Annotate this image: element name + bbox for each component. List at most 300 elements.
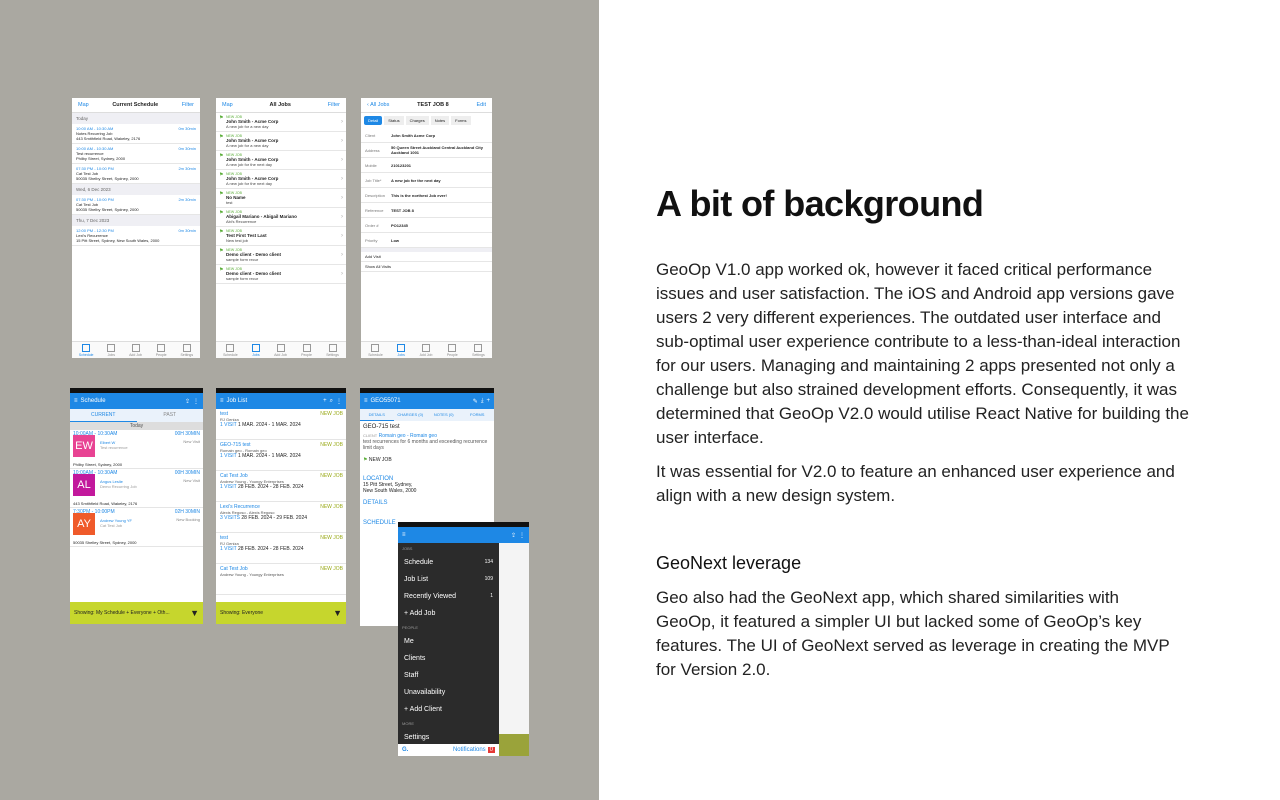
job-title: GEO-715 test	[363, 424, 400, 430]
app-bar	[398, 527, 529, 543]
tab-settings[interactable]: Settings	[472, 344, 485, 357]
detail-tabs	[360, 409, 494, 421]
add-icon[interactable]: +	[323, 398, 327, 404]
app-bar	[360, 393, 494, 409]
job-desc: A new job for the next day	[226, 181, 273, 186]
tab-add-job[interactable]: Add Job	[129, 344, 142, 357]
visit-row	[220, 546, 342, 552]
add-job-icon	[132, 344, 140, 352]
drawer-item-label: Recently Viewed	[404, 593, 457, 600]
tab-jobs[interactable]: Jobs	[107, 344, 115, 357]
job-desc: Abi's Recurrence	[226, 219, 257, 224]
item-time: 12:00 PM - 12:30 PM	[76, 228, 114, 233]
job-name: GEO-715 test	[220, 442, 251, 448]
flag-icon: ⚑	[219, 115, 224, 121]
list-item[interactable]	[70, 430, 203, 469]
edit-icon[interactable]: ✎	[472, 398, 478, 405]
drawer-item[interactable]: Unavailability	[404, 689, 446, 696]
item-time: 10:00AM - 10:30AM	[73, 470, 118, 476]
flag-icon: ⚑	[219, 172, 224, 178]
filter-link[interactable]: Filter	[327, 102, 340, 108]
people-icon	[303, 344, 311, 352]
field-value: TEST JOB 8	[391, 207, 414, 213]
status-label: NEW JOB	[226, 172, 242, 176]
filter-link[interactable]: Filter	[181, 102, 194, 108]
item-kind: New Visit	[183, 439, 200, 444]
filter-text: Showing: My Schedule + Everyone + Oth...	[74, 610, 170, 616]
filter-icon[interactable]: ▼	[333, 608, 342, 618]
visit-count: 1 VISIT	[220, 546, 237, 552]
screen-title: All Jobs	[269, 102, 291, 108]
field-value: This is the northest Job ever!	[391, 192, 447, 198]
job-summary	[360, 421, 494, 466]
client-name: No Name	[226, 195, 246, 200]
nav-drawer	[398, 543, 499, 746]
screen-title: Current Schedule	[112, 102, 159, 108]
share-icon[interactable]: ⇪	[184, 398, 190, 405]
list-item[interactable]	[216, 208, 346, 227]
drawer-item[interactable]	[398, 571, 499, 588]
list-item[interactable]	[216, 170, 346, 189]
drawer-item-count: 1	[490, 593, 493, 599]
tab-forms[interactable]: FORMS	[470, 412, 485, 417]
status-label: NEW JOB	[226, 191, 242, 195]
app-bar	[216, 393, 346, 409]
job-name: test	[220, 411, 229, 417]
filter-text: Showing: Everyone	[220, 610, 264, 616]
tab-jobs[interactable]: Jobs	[397, 344, 405, 357]
job-name: test	[220, 535, 229, 541]
notifications-bar[interactable]	[398, 744, 499, 756]
people-icon	[448, 344, 456, 352]
client-name: Test First Test Last	[226, 233, 267, 238]
drawer-item-label: + Add Job	[404, 610, 436, 617]
tab-people[interactable]: People	[301, 344, 312, 357]
list-item[interactable]	[216, 227, 346, 246]
detail-field	[361, 128, 492, 143]
chevron-right-icon: ›	[341, 195, 343, 201]
more-icon[interactable]: ⋮	[336, 398, 342, 405]
field-label: Reference	[365, 207, 384, 213]
visit-dates: 28 FEB. 2024 - 28 FEB. 2024	[237, 546, 304, 552]
item-duration: 02H 30MIN	[174, 509, 200, 515]
item-person: Andrew Young YF	[100, 518, 132, 523]
location-section	[360, 466, 494, 526]
segment-status[interactable]: Status	[384, 116, 403, 125]
chevron-right-icon: ›	[341, 138, 343, 144]
drawer-jobs	[398, 554, 499, 622]
job-desc: sample form recur	[226, 257, 259, 262]
detail-field	[361, 203, 492, 218]
status-badge: NEW JOB	[320, 473, 343, 479]
flag-icon: ⚑	[219, 153, 224, 159]
segment-charges[interactable]: Charges	[406, 116, 429, 125]
detail-field	[361, 188, 492, 203]
chevron-right-icon: ›	[341, 233, 343, 239]
client-name: Demo client - Demo client	[226, 252, 282, 257]
item-time: 7:30PM - 10:00PM	[73, 509, 115, 515]
search-icon[interactable]: ⌕	[329, 397, 333, 404]
chevron-right-icon: ›	[341, 214, 343, 220]
tab-add-job[interactable]: Add Job	[420, 344, 433, 357]
flag-icon: ⚑	[219, 210, 224, 216]
item-duration: 2m 30min	[178, 197, 196, 202]
visit-dates: 1 MAR. 2024 - 1 MAR. 2024	[237, 422, 301, 428]
tab-schedule[interactable]: Schedule	[223, 344, 238, 357]
drawer-item[interactable]	[398, 588, 499, 605]
android-job-list-screenshot	[216, 388, 346, 624]
tab-charges[interactable]: CHARGES (0)	[397, 412, 424, 417]
ios-navbar	[72, 98, 200, 113]
ios-all-jobs-screenshot	[216, 98, 346, 358]
list-item[interactable]	[70, 508, 203, 547]
schedule-tabs	[70, 409, 203, 422]
item-address: 443 Smithfield Road, Wakeley, 2176	[73, 501, 138, 506]
item-address: Philby Street, Sydney, 2000	[76, 156, 126, 161]
section-header: Today	[72, 113, 200, 124]
gear-icon	[474, 344, 482, 352]
list-item[interactable]	[216, 409, 346, 440]
visit-count: 1 VISIT	[220, 453, 237, 459]
item-duration: 2m 30min	[178, 166, 196, 171]
field-label: Order #	[365, 222, 379, 228]
detail-field	[361, 233, 492, 248]
job-desc: New test job	[226, 238, 249, 243]
list-item[interactable]	[216, 151, 346, 170]
job-person: Romain geo - Romain geo	[220, 448, 267, 453]
screen-title: Job List	[226, 398, 248, 404]
status-badge: NEW JOB	[368, 457, 392, 463]
job-desc: A new job for a new day	[226, 124, 269, 129]
item-time: 10:00AM - 10:30AM	[73, 431, 118, 437]
item-person: Elbert W	[100, 440, 116, 445]
tab-add-job[interactable]: Add Job	[274, 344, 287, 357]
people-icon	[157, 344, 165, 352]
visit-count: 1 VISIT	[220, 484, 237, 490]
status-badge: NEW JOB	[320, 504, 343, 510]
more-icon[interactable]: ⋮	[193, 398, 199, 405]
list-item[interactable]	[72, 226, 200, 246]
field-value: 50 Queen Street Auckland Central Auckland City Auckland 1001	[391, 145, 483, 155]
item-duration: 00H 30MIN	[174, 431, 200, 437]
schedule-heading: SCHEDULE	[363, 520, 396, 526]
segment-notes[interactable]: Notes	[431, 116, 449, 125]
list-item[interactable]	[216, 265, 346, 284]
visit-dates: 28 FEB. 2024 - 29 FEB. 2024	[241, 515, 308, 521]
calendar-icon	[226, 344, 234, 352]
tab-current[interactable]: CURRENT	[70, 409, 137, 422]
job-name: Cat Test Job	[220, 473, 248, 479]
client-label: CLIENT	[363, 433, 378, 438]
item-job: Cat Test Job	[100, 523, 123, 528]
item-duration: 00H 30MIN	[174, 470, 200, 476]
drawer-item[interactable]	[398, 554, 499, 571]
drawer-item-count: 134	[484, 559, 493, 565]
ios-navbar	[216, 98, 346, 113]
item-name: Cat Test Job	[76, 202, 99, 207]
job-desc: A new job for the next day	[226, 162, 273, 167]
drawer-caption: MORE	[402, 721, 414, 726]
job-list	[216, 409, 346, 595]
job-person: Andrew Young - Youngy Enterprises	[220, 479, 284, 484]
geonext-paragraph: Geo also had the GeoNext app, which shared similarities with GeoOp, it featured a simpler UI but lacked some of GeoOp’s key features. The UI of GeoNext served as leverage in creating the MVP for Version 2.0.	[656, 588, 1170, 679]
item-time: 07:30 PM - 10:00 PM	[76, 166, 114, 171]
ios-schedule-screenshot	[72, 98, 200, 358]
item-address: Philby Street, Sydney, 2000	[73, 462, 123, 467]
tab-settings[interactable]: Settings	[180, 344, 193, 357]
list-item[interactable]	[70, 469, 203, 508]
tab-settings[interactable]: Settings	[326, 344, 339, 357]
gear-icon	[329, 344, 337, 352]
job-person: Alexis Regoso - Alexis Regoso	[220, 510, 275, 515]
client-name: Demo client - Demo client	[226, 271, 282, 276]
drawer-item-label: Job List	[404, 576, 429, 583]
list-item[interactable]	[72, 164, 200, 184]
jobs-list	[216, 113, 346, 284]
client-link[interactable]: Romain geo - Romain geo	[378, 433, 437, 439]
client-name: John Smith - Acme Corp	[226, 138, 279, 143]
flag-icon: ⚑	[219, 229, 224, 235]
more-icon[interactable]: ⋮	[519, 532, 525, 539]
drawer-people	[398, 633, 499, 718]
status-badge: NEW JOB	[320, 535, 343, 541]
field-label: Mobile	[365, 162, 377, 168]
chevron-right-icon: ›	[341, 271, 343, 277]
intro-paragraph: GeoOp V1.0 app worked ok, however it faced critical performance issues and user satisfaction. The iOS and Android app versions gave users 2 very different experiences. The outdated user interface and sub-optimal user experience contribute to a less-than-ideal interaction for our users. Managing and maintaining 2 apps presented not only a challenge but also strained development efforts. Consequently, it was determined that GeoOp V2.0 would utilise React Native for building the user interface.	[656, 260, 1189, 447]
detail-field	[361, 158, 492, 173]
screen-title: GEO55071	[370, 398, 401, 404]
visit-dates: 1 MAR. 2024 - 1 MAR. 2024	[237, 453, 301, 459]
status-label: NEW JOB	[226, 210, 242, 214]
goal-paragraph: It was essential for V2.0 to feature an enhanced user experience and align with a new design system.	[656, 462, 1175, 505]
filter-footer[interactable]	[70, 602, 203, 624]
segment-detail[interactable]: Detail	[364, 116, 382, 125]
tab-people[interactable]: People	[447, 344, 458, 357]
item-name: Lexi's Recurrence	[76, 233, 108, 238]
item-address: 443 Smithfield Road, Wakeley, 2176	[76, 136, 141, 141]
list-item[interactable]	[216, 246, 346, 265]
avatar: EW	[73, 435, 95, 457]
list-item[interactable]	[72, 124, 200, 144]
schedule-list	[70, 430, 203, 547]
day-header: Today	[70, 422, 203, 430]
client-name: Abigail Mariano - Abigail Mariano	[226, 214, 297, 219]
menu-icon[interactable]: ≡	[402, 532, 406, 538]
drawer-caption: PEOPLE	[402, 625, 419, 630]
drawer-item[interactable]	[398, 605, 499, 622]
location-address: 15 Pitt Street, Sydney, New South Wales, 2000	[363, 482, 417, 494]
field-label: Client	[365, 132, 376, 138]
map-link[interactable]: Map	[78, 102, 89, 108]
visit-row	[220, 453, 342, 459]
list-item[interactable]	[216, 440, 346, 471]
drawer-item-label: Schedule	[404, 559, 434, 566]
chevron-left-icon: ‹	[367, 102, 371, 108]
tab-notes[interactable]: NOTES (0)	[433, 412, 454, 417]
flag-icon: ⚑	[219, 248, 224, 254]
field-label: Description	[365, 192, 386, 198]
add-job-icon	[277, 344, 285, 352]
client-name: John Smith - Acme Corp	[226, 176, 279, 181]
job-person: RJ Geniza	[220, 417, 239, 422]
page-title: A bit of background	[656, 183, 984, 224]
tab-bar	[72, 341, 200, 358]
details-heading: DETAILS	[363, 500, 388, 506]
filter-footer[interactable]	[499, 734, 529, 756]
field-value: John Smith Acme Corp	[391, 132, 436, 138]
item-time: 10:00 AM - 10:30 AM	[76, 146, 114, 151]
item-name: Test recurrence	[76, 151, 104, 156]
flag-icon: ⚑	[363, 457, 368, 463]
item-name: Cat Test Job	[76, 171, 99, 176]
flag-icon: ⚑	[219, 267, 224, 273]
calendar-icon	[371, 344, 379, 352]
item-address: 15 Pitt Street, Sydney, New South Wales, 2000	[76, 238, 160, 243]
map-link[interactable]: Map	[222, 102, 233, 108]
detail-field	[361, 143, 492, 158]
item-time: 07:30 PM - 10:00 PM	[76, 197, 114, 202]
status-label: NEW JOB	[226, 115, 242, 119]
menu-icon[interactable]: ≡	[74, 398, 78, 404]
android-drawer-screenshot	[398, 522, 529, 756]
list-item[interactable]	[216, 113, 346, 132]
chevron-right-icon: ›	[341, 176, 343, 182]
drawer-item[interactable]: Staff	[404, 672, 419, 679]
section-header: Thu, 7 Dec 2023	[72, 215, 200, 226]
flag-icon: ⚑	[219, 134, 224, 140]
field-label: Priority	[365, 237, 378, 243]
drawer-item[interactable]: Clients	[404, 655, 426, 662]
field-value: PO12345	[391, 222, 408, 228]
back-link[interactable]: ‹ All Jobs	[367, 102, 390, 108]
item-duration: 0m 30min	[178, 126, 196, 131]
item-kind: New Visit	[183, 478, 200, 483]
visit-count: 3 VISITS	[220, 515, 241, 521]
list-item[interactable]	[72, 144, 200, 164]
menu-icon[interactable]: ≡	[220, 398, 224, 404]
status-label: NEW JOB	[226, 153, 242, 157]
tab-details[interactable]: DETAILS	[360, 409, 394, 421]
tab-bar	[361, 341, 492, 358]
menu-icon[interactable]: ≡	[364, 398, 368, 404]
tab-bar	[216, 341, 346, 358]
item-name: Notes Recurring Job	[76, 131, 113, 136]
item-address: 50035 Shelby Street, Sydney, 2000	[76, 207, 139, 212]
field-label: Address	[365, 147, 380, 153]
segment-forms[interactable]: Forms	[451, 116, 470, 125]
client-name: John Smith - Acme Corp	[226, 119, 279, 124]
item-duration: 0m 30min	[178, 146, 196, 151]
visit-row	[220, 515, 342, 521]
chevron-right-icon: ›	[341, 252, 343, 258]
chevron-right-icon: ›	[341, 157, 343, 163]
status-label: NEW JOB	[226, 134, 242, 138]
download-icon[interactable]: ⤓	[480, 397, 484, 404]
gear-icon	[183, 344, 191, 352]
item-address: 50035 Shelby Street, Sydney, 2000	[76, 176, 139, 181]
status-badge: NEW JOB	[320, 442, 343, 448]
clipboard-icon	[107, 344, 115, 352]
item-time: 10:00 AM - 10:30 AM	[76, 126, 114, 131]
list-item[interactable]	[216, 564, 346, 595]
filter-footer[interactable]	[216, 602, 346, 624]
share-icon[interactable]: ⇪	[510, 532, 516, 539]
list-item[interactable]	[216, 132, 346, 151]
tab-people[interactable]: People	[156, 344, 167, 357]
visit-count: 1 VISIT	[220, 422, 237, 428]
detail-fields	[361, 128, 492, 248]
item-person: Angus Leslie	[100, 479, 123, 484]
field-value: A new job for the next day	[391, 177, 441, 183]
list-item[interactable]	[216, 189, 346, 208]
list-item[interactable]	[216, 471, 346, 502]
clipboard-icon	[397, 344, 405, 352]
drawer-item[interactable]: + Add Client	[404, 706, 442, 713]
drawer-item[interactable]: Settings	[404, 734, 430, 741]
tab-past[interactable]: PAST	[163, 412, 177, 418]
show-all-visits-row[interactable]: Show All Visits	[361, 262, 492, 272]
add-job-icon	[422, 344, 430, 352]
job-name: Lexi's Recurrence	[220, 504, 260, 510]
tab-schedule[interactable]: Schedule	[79, 344, 94, 357]
section-header: Wed, 6 Dec 2023	[72, 184, 200, 195]
android-schedule-screenshot	[70, 388, 203, 624]
item-job: Demo Recurring Job	[100, 484, 137, 489]
flag-icon: ⚑	[219, 191, 224, 197]
ios-job-detail-screenshot	[361, 98, 492, 358]
list-item[interactable]	[216, 533, 346, 564]
visit-dates: 28 FEB. 2024 - 28 FEB. 2024	[237, 484, 304, 490]
edit-link[interactable]: Edit	[476, 102, 486, 108]
add-icon[interactable]: +	[486, 398, 490, 404]
visit-row	[220, 422, 342, 428]
notifications-label: Notifications	[452, 747, 486, 753]
ios-navbar	[361, 98, 492, 113]
job-person: Andrew Young - Youngy Enterprises	[220, 572, 284, 577]
add-visit-row[interactable]: Add Visit	[361, 252, 492, 262]
status-label: NEW JOB	[226, 267, 242, 271]
client-name: John Smith - Acme Corp	[226, 157, 279, 162]
status-badge: NEW JOB	[320, 566, 343, 572]
avatar: AL	[73, 474, 95, 496]
screen-title: Schedule	[80, 398, 106, 404]
drawer-item[interactable]: Me	[404, 638, 414, 645]
status-label: NEW JOB	[226, 229, 242, 233]
item-duration: 0m 30min	[178, 228, 196, 233]
filter-icon[interactable]: ▼	[190, 608, 199, 618]
tab-jobs[interactable]: Jobs	[252, 344, 260, 357]
drawer-item-count: 109	[484, 576, 493, 582]
screen-title: TEST JOB 8	[417, 102, 449, 108]
chevron-right-icon: ›	[341, 119, 343, 125]
app-bar	[70, 393, 203, 409]
job-description: test recurrences for 6 months and exceeding recurrence limit days	[363, 439, 488, 451]
job-person: RJ Geniza	[220, 541, 239, 546]
status-badge: NEW JOB	[320, 411, 343, 417]
job-name: Cat Test Job	[220, 566, 248, 572]
list-item[interactable]	[72, 195, 200, 215]
detail-field	[361, 173, 492, 188]
field-value: Low	[391, 237, 399, 243]
screenshots-panel	[0, 0, 599, 800]
tab-schedule[interactable]: Schedule	[368, 344, 383, 357]
section-subtitle: GeoNext leverage	[656, 553, 802, 573]
clipboard-icon	[252, 344, 260, 352]
detail-field	[361, 218, 492, 233]
item-job: Test recurrence	[100, 445, 128, 450]
calendar-icon	[82, 344, 90, 352]
list-item[interactable]	[216, 502, 346, 533]
